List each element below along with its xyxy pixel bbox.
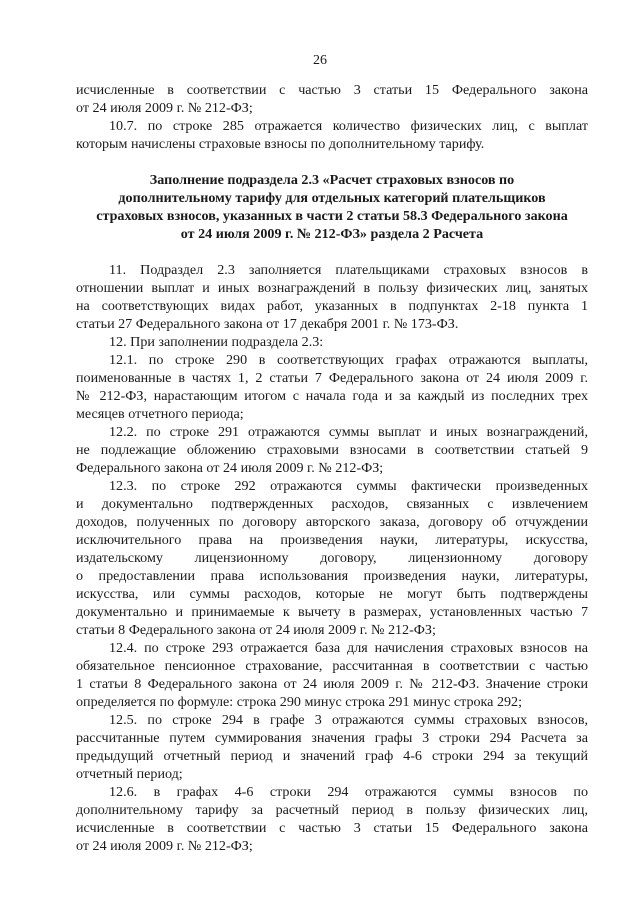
text-line: 12.5. по строке 294 в графе 3 отражаются суммы страховых взносов, (109, 712, 588, 728)
text-line: № 212-ФЗ, нарастающим итогом с начала года и за каждый из последних трех (76, 388, 588, 404)
text-line: Федерального закона от 24 июля 2009 г. № 212-ФЗ; (76, 460, 384, 476)
text-line: издательскому лицензионному договору, лицензионному договору (76, 550, 588, 566)
text-line: о предоставлении права использования произведения науки, литературы, (76, 568, 588, 584)
text-line: на соответствующих видах работ, указанных в подпунктах 2-18 пункта 1 (76, 298, 588, 314)
text-line: искусства, или суммы расходов, которые не могут быть подтверждены (76, 586, 588, 602)
text-line: отношении выплат и иных вознаграждений в пользу физических лиц, занятых (76, 280, 588, 296)
text-line: 12.6. в графах 4-6 строки 294 отражаются суммы взносов по (109, 784, 588, 800)
text-line: определяется по формуле: строка 290 минус строка 291 минус строка 292; (76, 694, 523, 710)
text-line: и документально подтвержденных расходов, связанных с извлечением (76, 496, 588, 512)
text-line: исчисленные в соответствии с частью 3 статьи 15 Федерального закона (76, 820, 588, 836)
text-line: 1 статьи 8 Федерального закона от 24 июля 2009 г. № 212-ФЗ. Значение строки (76, 676, 588, 692)
section-heading: от 24 июля 2009 г. № 212-ФЗ» раздела 2 Расчета (180, 226, 484, 242)
text-line: не подлежащие обложению страховыми взносами в соответствии статьей 9 (76, 442, 588, 458)
text-line: 12.4. по строке 293 отражается база для начисления страховых взносов на (109, 640, 588, 656)
text-line: рассчитанные путем суммирования значения графы 3 строки 294 Расчета за (76, 730, 588, 746)
text-line: месяцев отчетного периода; (76, 406, 244, 422)
text-line: исчисленные в соответствии с частью 3 статьи 15 Федерального закона (76, 82, 588, 98)
page-number: 26 (313, 53, 327, 68)
section-heading: дополнительному тарифу для отдельных категорий плательщиков (118, 190, 546, 206)
text-line: 10.7. по строке 285 отражается количество физических лиц, с выплат (109, 118, 588, 134)
text-line: статьи 8 Федерального закона от 24 июля 2009 г. № 212-ФЗ; (76, 622, 436, 638)
text-line: 12.3. по строке 292 отражаются суммы фактически произведенных (109, 478, 588, 494)
text-line: отчетный период; (76, 766, 183, 782)
text-line: от 24 июля 2009 г. № 212-ФЗ; (76, 100, 253, 116)
text-line: поименованные в частях 1, 2 статьи 7 Федерального закона от 24 июля 2009 г. (76, 370, 588, 386)
text-line: от 24 июля 2009 г. № 212-ФЗ; (76, 838, 253, 854)
text-line: доходов, полученных по договору авторского заказа, договору об отчуждении (76, 514, 588, 530)
text-line: обязательное пенсионное страхование, рассчитанная в соответствии с частью (76, 658, 588, 674)
text-line: предыдущий отчетный период и значений граф 4-6 строки 294 за текущий (76, 748, 588, 764)
text-line: которым начислены страховые взносы по дополнительному тарифу. (76, 136, 485, 152)
text-line: дополнительному тарифу за расчетный период в пользу физических лиц, (76, 802, 588, 818)
text-line: 11. Подраздел 2.3 заполняется плательщиками страховых взносов в (109, 262, 588, 278)
section-heading: Заполнение подраздела 2.3 «Расчет страховых взносов по (149, 172, 515, 188)
text-line: 12.1. по строке 290 в соответствующих графах отражаются выплаты, (109, 352, 588, 368)
text-line: статьи 27 Федерального закона от 17 декабря 2001 г. № 173-ФЗ. (76, 316, 459, 332)
text-line: документально и принимаемые к вычету в размерах, установленных частью 7 (76, 604, 588, 620)
section-heading: страховых взносов, указанных в части 2 статьи 58.3 Федерального закона (96, 208, 568, 224)
text-line: исключительного права на произведения науки, литературы, искусства, (76, 532, 588, 548)
text-line: 12. При заполнении подраздела 2.3: (109, 334, 324, 350)
text-line: 12.2. по строке 291 отражаются суммы выплат и иных вознаграждений, (109, 424, 588, 440)
